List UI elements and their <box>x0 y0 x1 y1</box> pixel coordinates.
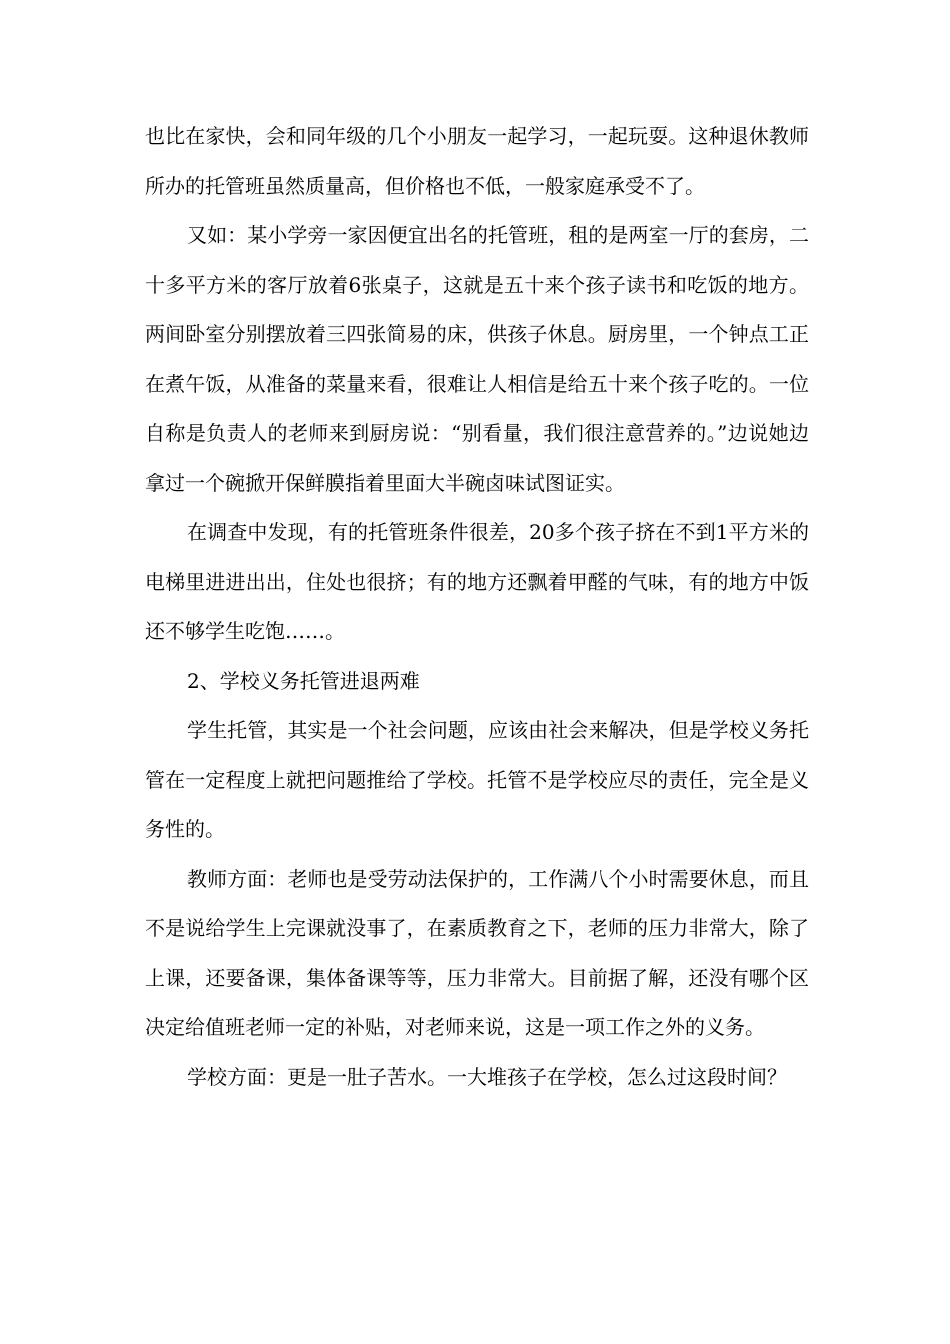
paragraph-student-care: 学生托管，其实是一个社会问题，应该由社会来解决，但是学校义务托管在一定程度上就把问题推给了学校。托管不是学校应尽的责任，完全是义务性的。 <box>145 718 809 841</box>
section-heading: 2、学校义务托管进退两难 <box>187 668 420 693</box>
document-body <box>145 112 809 1102</box>
paragraph-school-aspect: 学校方面：更是一肚子苦水。一大堆孩子在学校，怎么过这段时间？ <box>187 1064 787 1089</box>
paragraph-example-tutoring-class: 又如：某小学旁一家因便宜出名的托管班，租的是两室一厅的套房，二十多平方米的客厅放着6张桌子，这就是五十来个孩子读书和吃饭的地方。两间卧室分别摆放着三四张简易的床，供孩子休息。厨房里，一个钟点工正在煮午饭，从准备的菜量来看，很难让人相信是给五十来个孩子吃的。一位自称是负责人的老师来到厨房说：“别看量，我们很注意营养的。”边说她边拿过一个碗掀开保鲜膜指着里面大半碗卤味试图证实。 <box>145 223 809 495</box>
paragraph-survey-findings: 在调查中发现，有的托管班条件很差，20多个孩子挤在不到1平方米的电梯里进进出出，住处也很挤；有的地方还飘着甲醛的气味，有的地方中饭还不够学生吃饱……。 <box>145 520 809 643</box>
paragraph-continuation: 也比在家快，会和同年级的几个小朋友一起学习，一起玩耍。这种退休教师所办的托管班虽然质量高，但价格也不低，一般家庭承受不了。 <box>145 124 809 198</box>
paragraph-teacher-aspect: 教师方面：老师也是受劳动法保护的，工作满八个小时需要休息，而且不是说给学生上完课就没事了，在素质教育之下，老师的压力非常大，除了上课，还要备课，集体备课等等，压力非常大。目前据了解，还没有哪个区决定给值班老师一定的补贴，对老师来说，这是一项工作之外的义务。 <box>145 866 809 1039</box>
